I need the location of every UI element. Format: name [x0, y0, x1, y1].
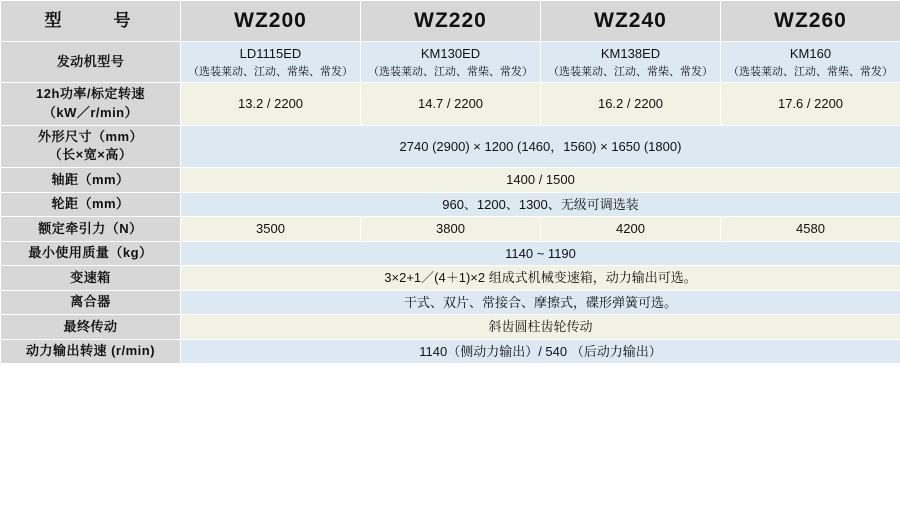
row-value-cell — [541, 82, 721, 125]
table-header-row — [1, 1, 900, 42]
row-label: 额定牵引力（N） — [1, 217, 181, 242]
table-row — [1, 266, 900, 291]
header-model-3: WZ240 — [541, 1, 721, 42]
row-value-span: 1400 / 1500 — [181, 168, 900, 193]
row-value-cell — [721, 42, 900, 83]
header-model-4: WZ260 — [721, 1, 900, 42]
row-value-span: 1140（侧动力输出）/ 540 （后动力输出） — [181, 339, 900, 364]
cell-main-text: 4200 — [616, 221, 645, 237]
cell-main-text: 4580 — [796, 221, 825, 237]
row-value-span: 1140 ~ 1190 — [181, 241, 900, 266]
cell-main-text: 17.6 / 2200 — [777, 95, 844, 111]
table-row — [1, 125, 900, 168]
row-value-cell — [721, 217, 900, 242]
row-value-span: 斜齿圆柱齿轮传动 — [181, 315, 900, 340]
cell-main-text: LD1115ED — [239, 46, 302, 61]
row-value-cell — [181, 42, 361, 83]
row-label-line: 12h功率/标定转速 — [35, 85, 145, 101]
table-row — [1, 82, 900, 125]
cell-sub-text: （选装莱动、江动、常柴、常发） — [728, 65, 893, 78]
header-model-1: WZ200 — [181, 1, 361, 42]
row-label-line: （kW／r/min） — [42, 104, 139, 120]
table-row — [1, 168, 900, 193]
table-row — [1, 217, 900, 242]
row-value-cell — [721, 82, 900, 125]
header-label-cell: 型 号 — [1, 1, 181, 42]
row-label: 最终传动 — [1, 315, 181, 340]
cell-sub-text: （选装莱动、江动、常柴、常发） — [548, 65, 713, 78]
table-row — [1, 290, 900, 315]
row-label: 轮距（mm） — [1, 192, 181, 217]
row-label — [1, 125, 181, 168]
row-label-line: （长×宽×高） — [48, 147, 133, 163]
cell-main-text: 16.2 / 2200 — [597, 95, 664, 111]
table-row — [1, 192, 900, 217]
cell-main-text: 14.7 / 2200 — [417, 95, 484, 111]
row-value-cell — [361, 217, 541, 242]
row-value-cell — [541, 42, 721, 83]
row-label: 发动机型号 — [1, 42, 181, 83]
row-value-span: 干式、双片、常接合、摩擦式，碟形弹簧可选。 — [181, 290, 900, 315]
cell-main-text: 3800 — [436, 221, 465, 237]
row-value-span: 3×2+1／(4＋1)×2 组成式机械变速箱，动力输出可选。 — [181, 266, 900, 291]
row-label: 离合器 — [1, 290, 181, 315]
cell-main-text: 3500 — [256, 221, 285, 237]
cell-sub-text: （选装莱动、江动、常柴、常发） — [368, 65, 533, 78]
row-value-span: 2740 (2900) × 1200 (1460，1560) × 1650 (1800) — [181, 125, 900, 168]
row-value-cell — [361, 82, 541, 125]
row-label: 变速箱 — [1, 266, 181, 291]
row-label — [1, 82, 181, 125]
cell-main-text: KM138ED — [600, 46, 661, 61]
row-label: 动力输出转速 (r/min) — [1, 339, 181, 364]
row-value-cell — [181, 82, 361, 125]
cell-main-text: KM130ED — [420, 46, 481, 61]
cell-sub-text: （选装莱动、江动、常柴、常发） — [188, 65, 353, 78]
row-label: 最小使用质量（kg） — [1, 241, 181, 266]
row-value-cell — [181, 217, 361, 242]
header-model-2: WZ220 — [361, 1, 541, 42]
table-row — [1, 339, 900, 364]
table-row — [1, 241, 900, 266]
row-value-span: 960、1200、1300、无级可调选装 — [181, 192, 900, 217]
row-label-line: 外形尺寸（mm） — [37, 128, 144, 144]
table-row — [1, 42, 900, 83]
table-row — [1, 315, 900, 340]
row-label: 轴距（mm） — [1, 168, 181, 193]
cell-main-text: 13.2 / 2200 — [237, 95, 304, 111]
row-value-cell — [361, 42, 541, 83]
cell-main-text: KM160 — [789, 46, 832, 61]
row-value-cell — [541, 217, 721, 242]
